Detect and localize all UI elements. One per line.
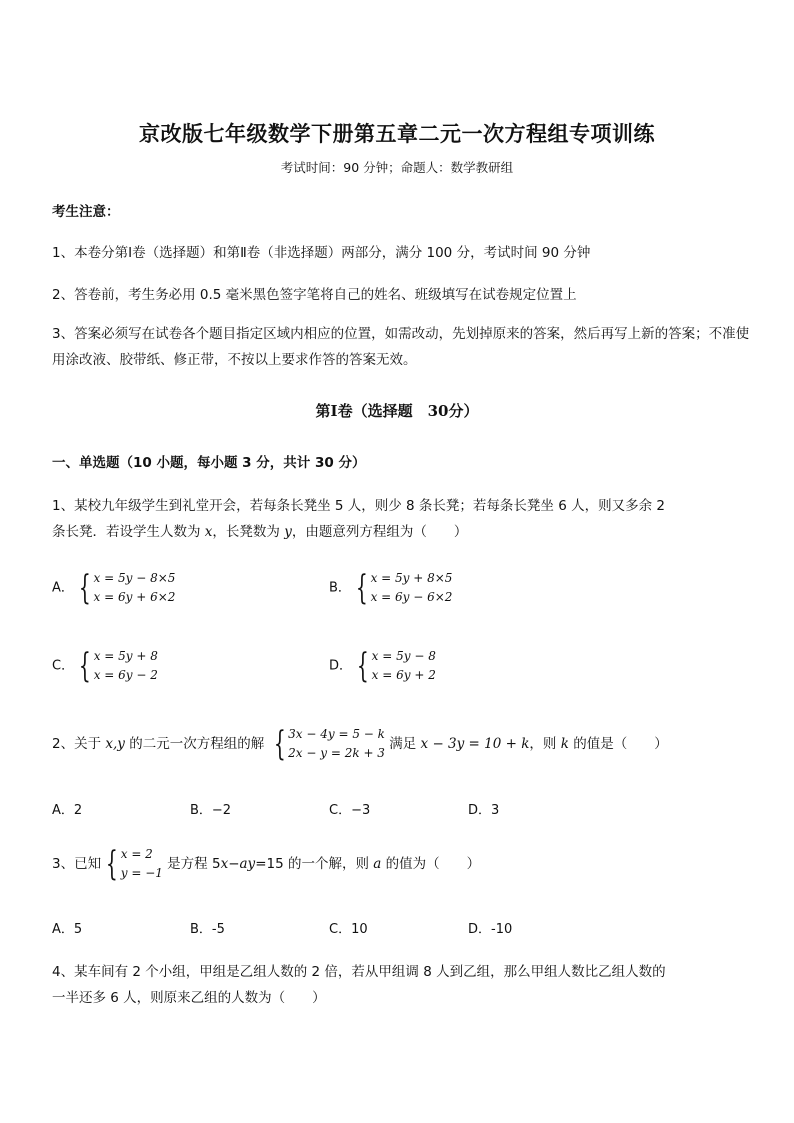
q1-stem-line1: 1、某校九年级学生到礼堂开会，若每条长凳坐 5 人，则少 8 条长凳；若每条长凳坐 6 人，则又多余 2 — [52, 498, 665, 514]
q3-option-a[interactable]: A．5 — [52, 922, 83, 937]
note-item-2: 2、答卷前，考生务必用 0.5 毫米黑色签字笔将自己的姓名、班级填写在试卷规定位置上 — [52, 287, 577, 303]
q1-stem-line2: 条长凳．若设学生人数为 x，长凳数为 y，由题意列方程组为（ ） — [52, 524, 468, 540]
q2-option-c[interactable]: C．−3 — [329, 803, 371, 818]
page-title: 京改版七年级数学下册第五章二元一次方程组专项训练 — [139, 121, 655, 146]
q3-stem: 3、已知 { x = 2 y = −1 是方程 5x−ay=15 的一个解，则 a 的值为（ ） — [52, 844, 481, 884]
q4-stem-line1: 4、某车间有 2 个小组，甲组是乙组人数的 2 倍，若从甲组调 8 人到乙组，那么甲组人数比乙组人数的 — [52, 964, 666, 980]
var-y: y — [284, 524, 292, 540]
q1-option-d[interactable]: D． { x = 5y − 8 x = 6y + 2 — [329, 646, 436, 686]
part-heading: 一、单选题（10 小题，每小题 3 分，共计 30 分） — [52, 455, 366, 471]
q1-option-a[interactable]: A． { x = 5y − 8×5 x = 6y + 6×2 — [52, 568, 176, 608]
notes-heading: 考生注意： — [52, 204, 120, 220]
q1-option-b[interactable]: B． { x = 5y + 8×5 x = 6y − 6×2 — [329, 568, 453, 608]
q3-option-c[interactable]: C．10 — [329, 922, 368, 937]
q1-option-c[interactable]: C． { x = 5y + 8 x = 6y − 2 — [52, 646, 158, 686]
q4-stem-line2: 一半还多 6 人，则原来乙组的人数为（ ） — [52, 990, 326, 1006]
note-item-3: 3、答案必须写在试卷各个题目指定区域内相应的位置，如需改动，先划掉原来的答案，然后再写上新的答案；不准使用涂改液、胶带纸、修正带，不按以上要求作答的答案无效。 — [52, 326, 750, 368]
section-title: 第Ⅰ卷（选择题 30分） — [315, 402, 479, 420]
q3-option-b[interactable]: B．-5 — [190, 922, 225, 937]
q2-option-b[interactable]: B．−2 — [190, 803, 232, 818]
q2-option-a[interactable]: A．2 — [52, 803, 83, 818]
var-x: x — [204, 524, 213, 540]
q2-stem: 2、关于 x,y 的二元一次方程组的解 { 3x − 4y = 5 − k 2x − y = 2k + 3 满足 x − 3y = 10 + k，则 k 的值是（ ） — [52, 724, 668, 764]
q3-option-d[interactable]: D．-10 — [468, 922, 513, 937]
exam-info: 考试时间：90 分钟；命题人：数学教研组 — [280, 160, 514, 175]
note-item-1: 1、本卷分第Ⅰ卷（选择题）和第Ⅱ卷（非选择题）两部分，满分 100 分，考试时间 90 分钟 — [52, 245, 591, 261]
q2-option-d[interactable]: D．3 — [468, 803, 500, 818]
